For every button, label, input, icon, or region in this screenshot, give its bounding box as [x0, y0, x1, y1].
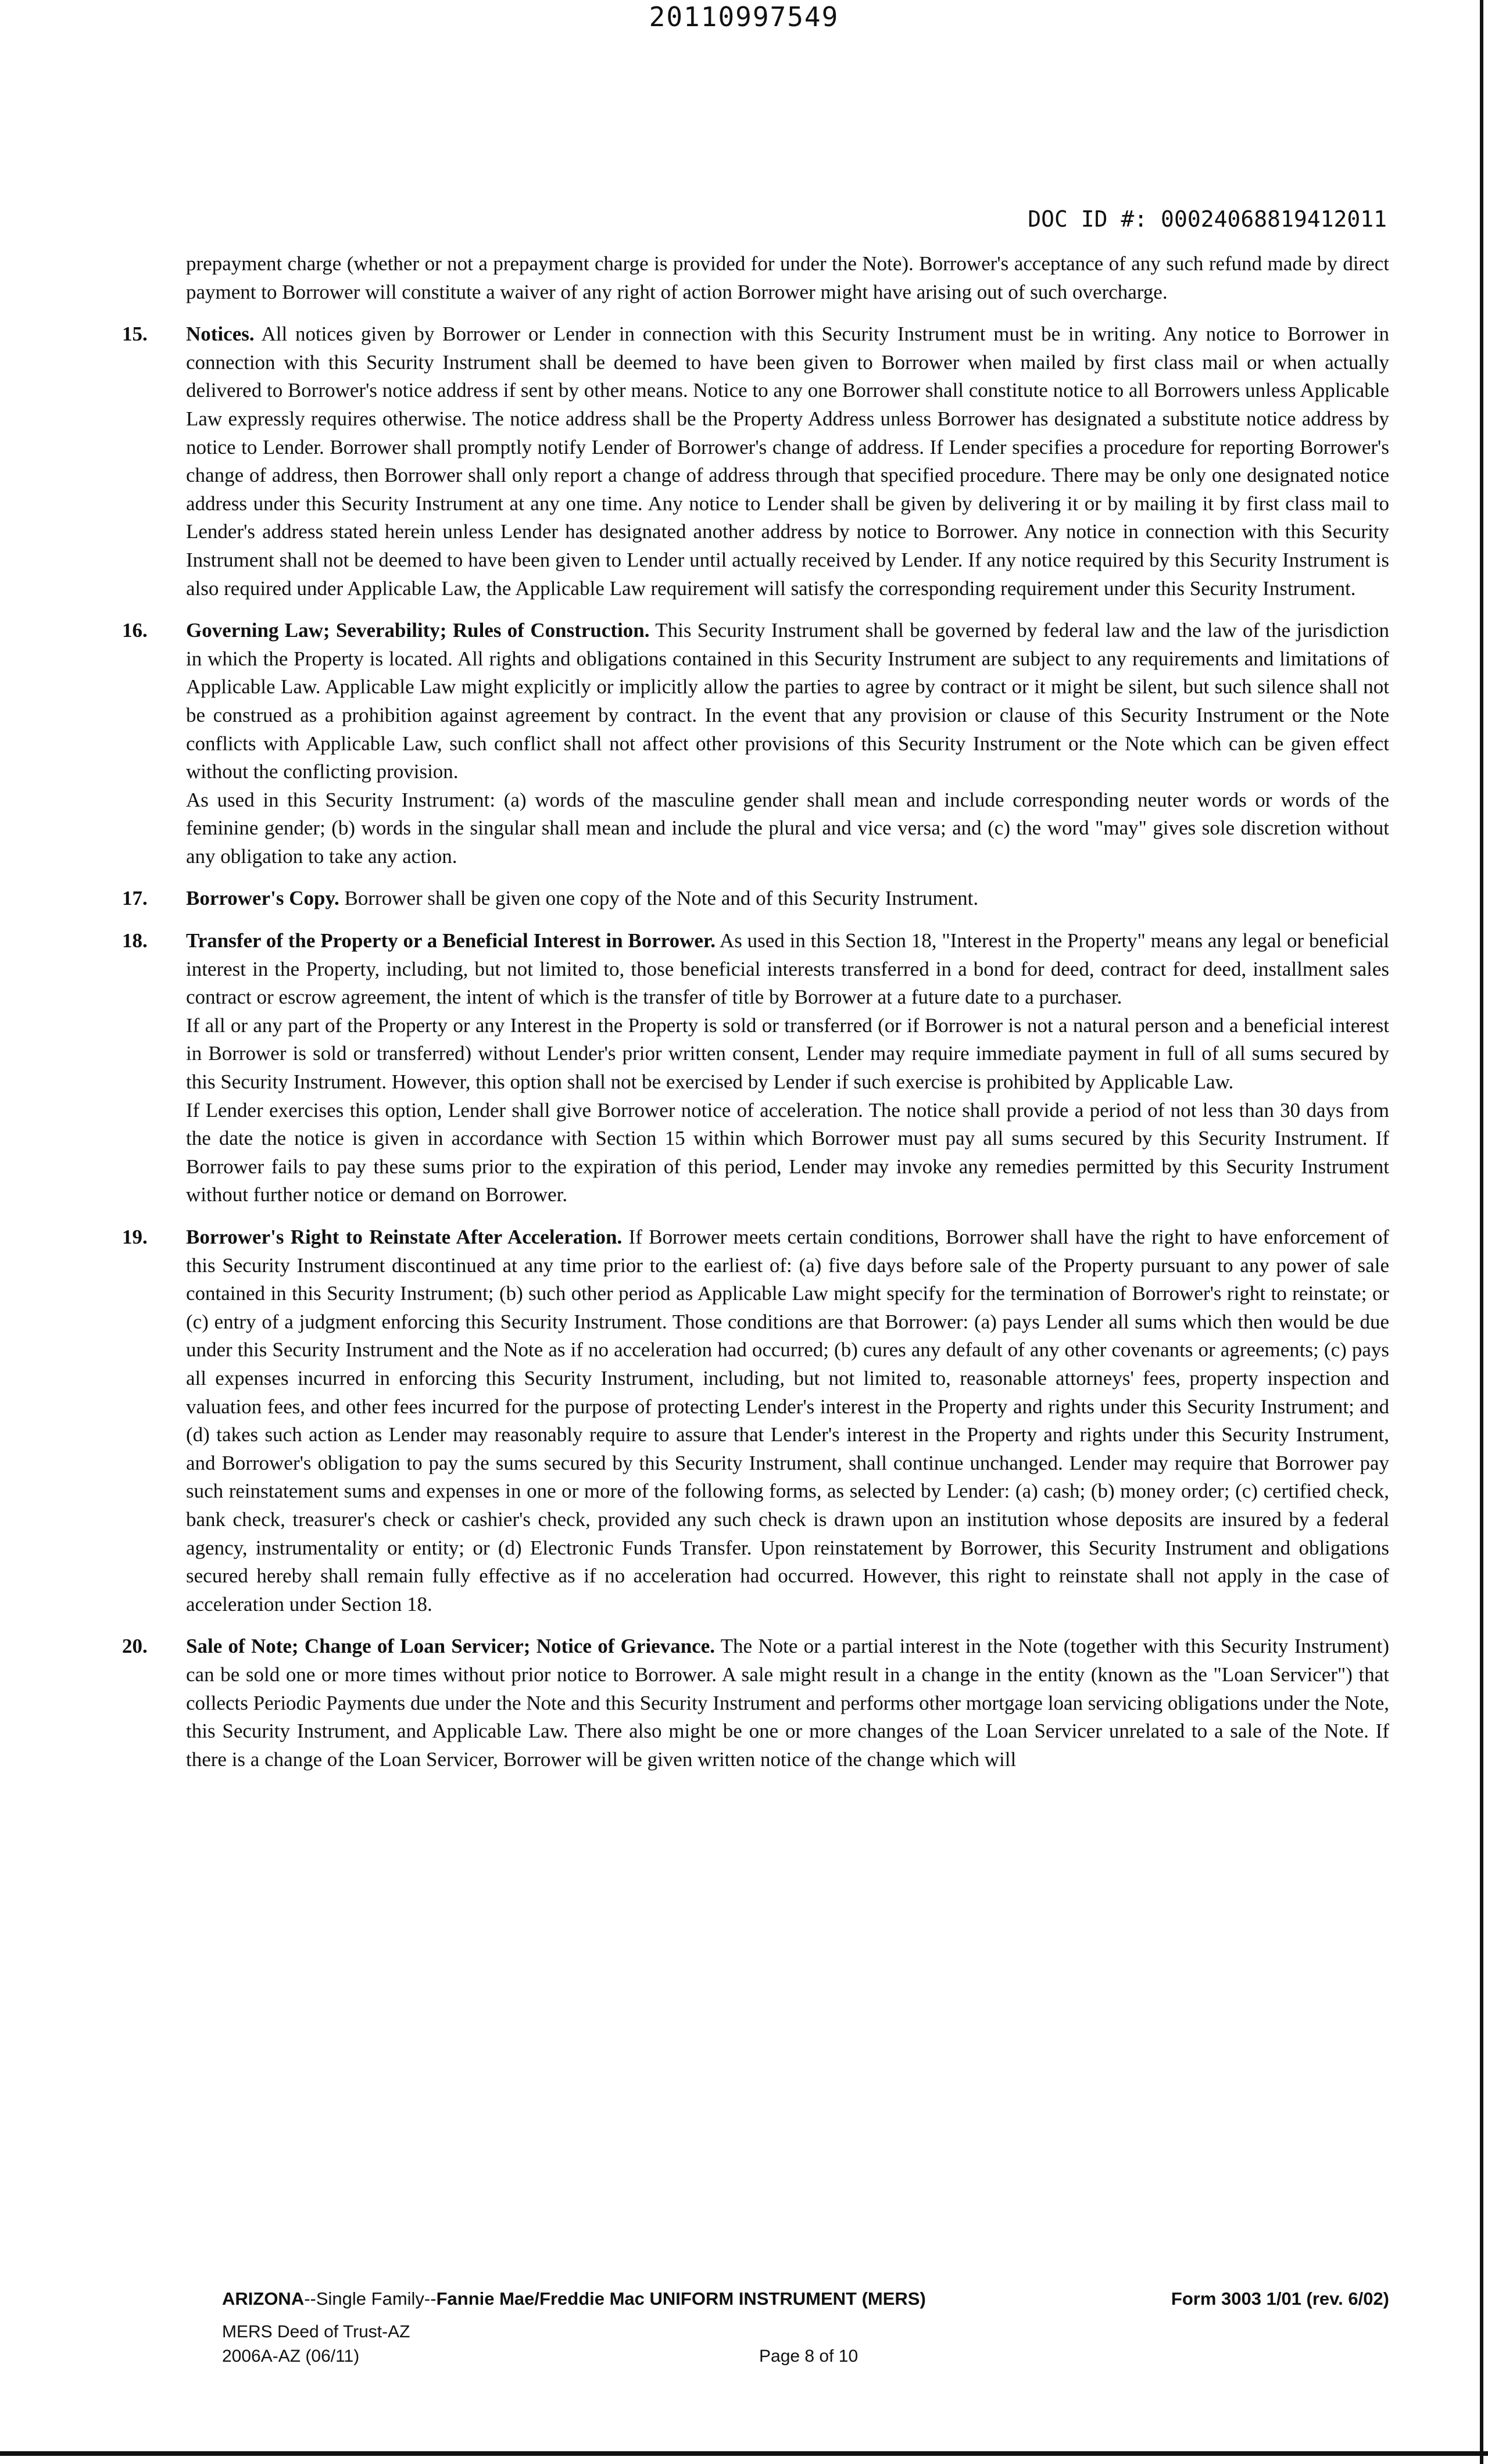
section-paragraph — [186, 1632, 1389, 1774]
footer-instrument: Fannie Mae/Freddie Mac UNIFORM INSTRUMENT (MERS) — [436, 2288, 926, 2309]
footer-document-title: MERS Deed of Trust-AZ — [222, 2322, 410, 2341]
section-18 — [122, 927, 1389, 1209]
document-body — [122, 250, 1389, 1774]
section-subparagraph: If Lender exercises this option, Lender shall give Borrower notice of acceleration. The notice shall provide a period of not less than 30 days from the date the notice is given in accordance with Section 15 within which Borrower must pay all sums secured by this Security Instrument. If Borrower fails to pay these sums prior to the expiration of this period, Lender may invoke any remedies permitted by this Security Instrument without further notice or demand on Borrower. — [186, 1098, 1389, 1206]
section-text: If Borrower meets certain conditions, Borrower shall have the right to have enforcement of this Security Instrument discontinued at any time prior to the earliest of: (a) five days before sale of the Property pursuant to any power of sale contained in this Security Instrument; (b) such other period as Applicable Law might specify for the termination of Borrower's right to reinstate; or (c) entry of a judgment enforcing this Security Instrument. Those conditions are that Borrower: (a) pays Lender all sums which then would be due under this Security Instrument and the Note as if no acceleration had occurred; (b) cures any default of any other covenants or agreements; (c) pays all expenses incurred in enforcing this Security Instrument, including, but not limited to, reasonable attorneys' fees, property inspection and valuation fees, and other fees incurred for the purpose of protecting Lender's interest in the Property and rights under this Security Instrument; and (d) takes such action as Lender may reasonably require to assure that Lender's interest in the Property and rights under this Security Instrument, and Borrower's obligation to pay the sums secured by this Security Instrument, shall continue unchanged. Lender may require that Borrower pay such reinstatement sums and expenses in one or more of the following forms, as selected by Lender: (a) cash; (b) money order; (c) certified check, bank check, treasurer's check or cashier's check, provided any such check is drawn upon an institution whose deposits are insured by a federal agency, instrumentality or entity; or (d) Electronic Funds Transfer. Upon reinstatement by Borrower, this Security Instrument and obligations secured hereby shall remain fully effective as if no acceleration had occurred. However, this right to reinstate shall not apply in the case of acceleration under Section 18. — [186, 1226, 1389, 1616]
section-heading: Transfer of the Property or a Beneficial Interest in Borrower. — [186, 929, 716, 952]
section-heading: Borrower's Right to Reinstate After Acceleration. — [186, 1226, 623, 1248]
section-number: 18. — [122, 929, 148, 952]
scan-border-bottom — [0, 2451, 1488, 2456]
footer-separator: --Single Family-- — [304, 2288, 437, 2309]
doc-id: DOC ID #: 00024068819412011 — [1028, 206, 1387, 232]
footer-page-number: Page 8 of 10 — [759, 2347, 859, 2366]
section-paragraph — [186, 884, 1389, 913]
section-heading: Borrower's Copy. — [186, 887, 339, 910]
section-text: As used in this Section 18, "Interest in the Property" means any legal or beneficial interest in the Property, including, but not limited to, those beneficial interests transferred in a bond for deed, contract for deed, installment sales contract or escrow agreement, the intent of which is the transfer of title by Borrower at a future date to a purchaser. — [186, 929, 1389, 1009]
intro-paragraph: prepayment charge (whether or not a prepayment charge is provided for under the Note). Borrower's acceptance of any such refund made by direct payment to Borrower will constitute a waiver of any right of action Borrower might have arising out of such overcharge. — [186, 252, 1389, 303]
section-16 — [122, 617, 1389, 871]
recording-number: 20110997549 — [649, 1, 839, 33]
section-20 — [122, 1632, 1389, 1774]
section-paragraph — [186, 927, 1389, 1012]
section-number: 17. — [122, 887, 148, 910]
section-number: 20. — [122, 1635, 148, 1658]
section-heading: Notices. — [186, 323, 255, 346]
footer-state: ARIZONA — [222, 2288, 305, 2309]
section-17 — [122, 884, 1389, 913]
section-paragraph — [186, 617, 1389, 786]
footer-form-number: Form 3003 1/01 (rev. 6/02) — [1171, 2288, 1389, 2309]
section-number: 15. — [122, 323, 148, 346]
section-paragraph — [186, 320, 1389, 603]
section-text: The Note or a partial interest in the Note (together with this Security Instrument) can be sold one or more times without prior notice to Borrower. A sale might result in a change in the entity (known as the "Loan Servicer") that collects Periodic Payments due under the Note and this Security Instrument and performs other mortgage loan servicing obligations under the Note, this Security Instrument, and Applicable Law. There also might be one or more changes of the Loan Servicer unrelated to a sale of the Note. If there is a change of the Loan Servicer, Borrower will be given written notice of the change which will — [186, 1635, 1389, 1771]
section-text: All notices given by Borrower or Lender in connection with this Security Instrument must be in writing. Any notice to Borrower in connection with this Security Instrument shall be deemed to have been given to Borrower when mailed by first class mail or when actually delivered to Borrower's notice address if sent by other means. Notice to any one Borrower shall constitute notice to all Borrowers unless Applicable Law expressly requires otherwise. The notice address shall be the Property Address unless Borrower has designated a substitute notice address by notice to Lender. Borrower shall promptly notify Lender of Borrower's change of address. If Lender specifies a procedure for reporting Borrower's change of address, then Borrower shall only report a change of address through that specified procedure. There may be only one designated notice address under this Security Instrument at any one time. Any notice to Lender shall be given by delivering it or by mailing it by first class mail to Lender's address stated herein unless Lender has designated another address by notice to Borrower. Any notice in connection with this Security Instrument shall not be deemed to have been given to Lender until actually received by Lender. If any notice required by this Security Instrument is also required under Applicable Law, the Applicable Law requirement will satisfy the corresponding requirement under this Security Instrument. — [186, 323, 1389, 600]
section-number: 19. — [122, 1226, 148, 1248]
section-15 — [122, 320, 1389, 603]
section-subparagraph: If all or any part of the Property or any Interest in the Property is sold or transferred (or if Borrower is not a natural person and a beneficial interest in Borrower is sold or transferred) without Lender's prior written consent, Lender may require immediate payment in full of all sums secured by this Security Instrument. However, this option shall not be exercised by Lender if such exercise is prohibited by Applicable Law. — [186, 1013, 1389, 1094]
footer-instrument-line — [222, 2288, 926, 2309]
section-number: 16. — [122, 619, 148, 642]
scan-border-right — [1480, 0, 1483, 2464]
section-text: Borrower shall be given one copy of the Note and of this Security Instrument. — [344, 887, 979, 910]
section-19 — [122, 1223, 1389, 1618]
section-paragraph — [186, 1223, 1389, 1618]
section-heading: Sale of Note; Change of Loan Servicer; Notice of Grievance. — [186, 1635, 715, 1658]
section-heading: Governing Law; Severability; Rules of Construction. — [186, 619, 650, 642]
footer-form-code: 2006A-AZ (06/11) — [222, 2347, 360, 2366]
section-subparagraph: As used in this Security Instrument: (a) words of the masculine gender shall mean and include corresponding neuter words or words of the feminine gender; (b) words in the singular shall mean and include the plural and vice versa; and (c) the word "may" gives sole discretion without any obligation to take any action. — [186, 788, 1389, 868]
section-text: This Security Instrument shall be governed by federal law and the law of the jurisdiction in which the Property is located. All rights and obligations contained in this Security Instrument are subject to any requirements and limitations of Applicable Law. Applicable Law might explicitly or implicitly allow the parties to agree by contract or it might be silent, but such silence shall not be construed as a prohibition against agreement by contract. In the event that any provision or clause of this Security Instrument or the Note conflicts with Applicable Law, such conflict shall not affect other provisions of this Security Instrument or the Note which can be given effect without the conflicting provision. — [186, 619, 1389, 783]
